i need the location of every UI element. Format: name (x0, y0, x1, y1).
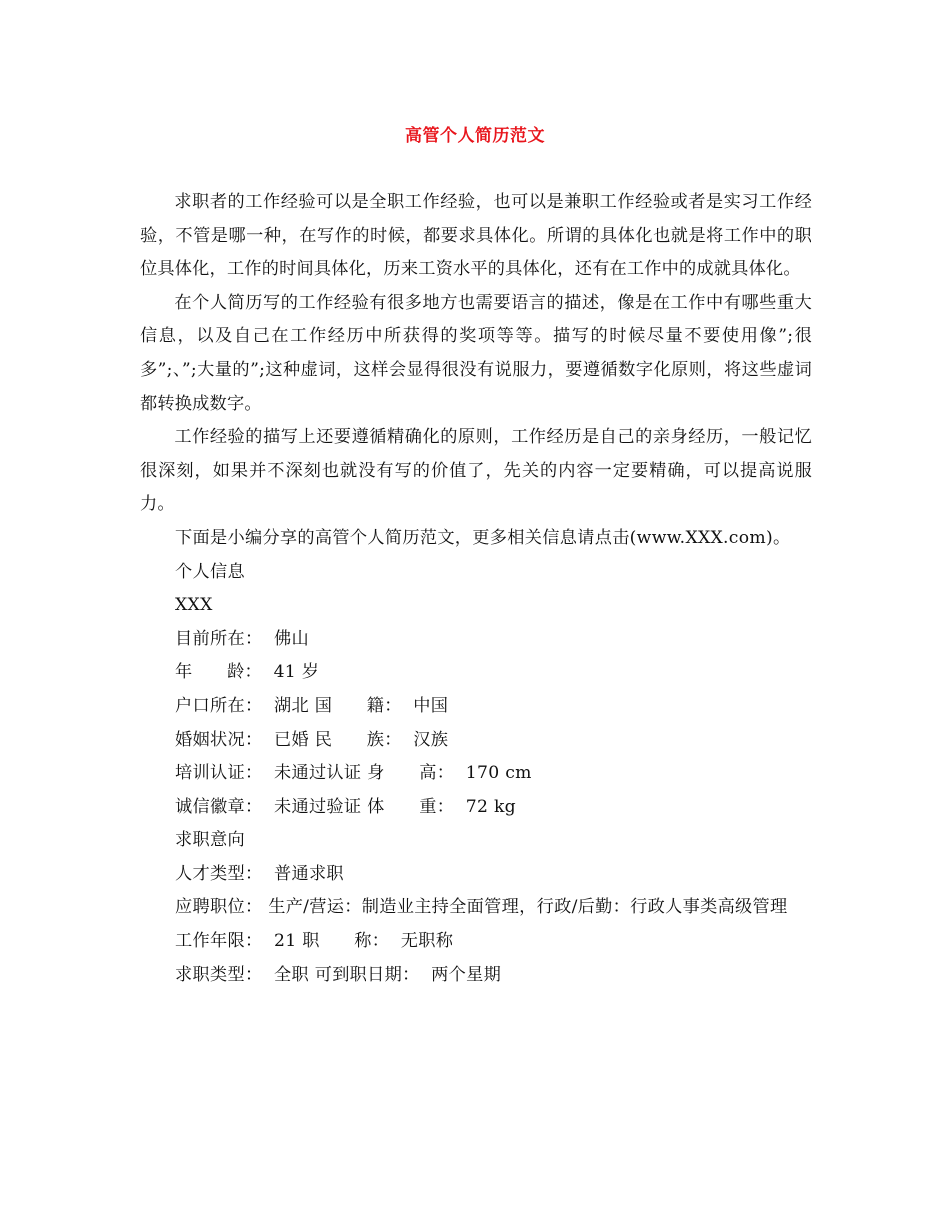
candidate-name: XXX (175, 595, 213, 616)
info-hukou-nationality: 户口所在： 湖北 国 籍： 中国 (175, 695, 449, 716)
info-job-type-start: 求职类型： 全职 可到职日期： 两个星期 (175, 964, 502, 985)
document-title: 高管个人简历范文 (405, 126, 545, 146)
info-talent-type: 人才类型： 普通求职 (175, 863, 344, 884)
paragraph-precision: 工作经验的描写上还要遵循精确化的原则，工作经历是自己的亲身经历，一般记忆很深刻，如果并不深刻也就没有写的价值了，先关的内容一定要精确，可以提高说服力。 (140, 427, 812, 515)
info-years-title: 工作年限： 21 职 称： 无职称 (175, 931, 454, 952)
info-current-location: 目前所在： 佛山 (175, 628, 309, 649)
paragraph-description-tips: 在个人简历写的工作经验有很多地方也需要语言的描述，像是在工作中有哪些重大信息，以及自己在工作经历中所获得的奖项等等。描写的时候尽量不要使用像”;很多”;、”;大量的”;这种虚词，这样会显得很没有说服力，要遵循数字化原则，将这些虚词都转换成数字。 (140, 292, 812, 414)
info-age: 年 龄： 41 岁 (175, 662, 320, 683)
paragraph-work-experience: 求职者的工作经验可以是全职工作经验，也可以是兼职工作经验或者是实习工作经验，不管是哪一种，在写作的时候，都要求具体化。所谓的具体化也就是将工作中的职位具体化，工作的时间具体化，历来工资水平的具体化，还有在工作中的成就具体化。 (140, 192, 812, 280)
info-applied-position: 应聘职位： 生产/营运：制造业主持全面管理，行政/后勤：行政人事类高级管理 (175, 897, 788, 918)
info-badge-weight: 诚信徽章： 未通过验证 体 重： 72 kg (175, 796, 516, 817)
intro-line: 下面是小编分享的高管个人简历范文，更多相关信息请点击(www.XXX.com)。 (175, 527, 791, 548)
info-marital-ethnicity: 婚姻状况： 已婚 民 族： 汉族 (175, 729, 449, 750)
section-heading-personal-info: 个人信息 (175, 561, 245, 582)
info-certification-height: 培训认证： 未通过认证 身 高： 170 cm (175, 763, 532, 784)
section-heading-job-intention: 求职意向 (175, 830, 245, 851)
document-body (140, 186, 812, 992)
